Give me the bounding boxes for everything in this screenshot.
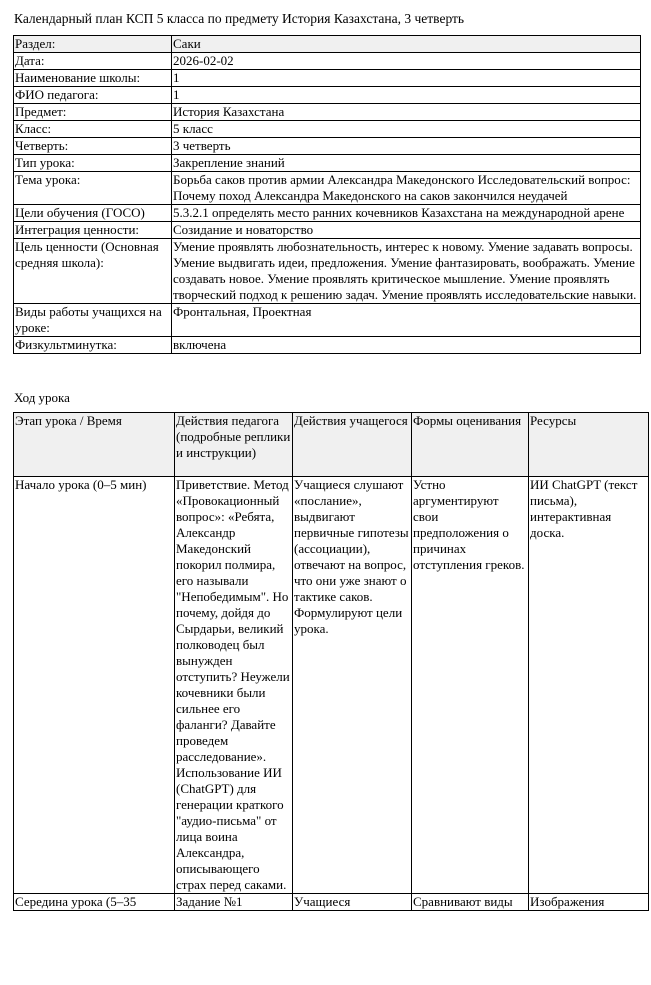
info-key: Виды работы учащихся на уроке: — [14, 304, 172, 337]
info-value: 5 класс — [172, 121, 641, 138]
info-value: История Казахстана — [172, 104, 641, 121]
info-key: Тема урока: — [14, 172, 172, 205]
lesson-header-row — [14, 413, 649, 477]
info-row — [14, 222, 641, 239]
info-key: Физкультминутка: — [14, 337, 172, 354]
info-value: 3 четверть — [172, 138, 641, 155]
header-student: Действия учащегося — [293, 413, 412, 477]
lesson-cell: Задание №1 — [175, 894, 293, 911]
info-key: Тип урока: — [14, 155, 172, 172]
info-value: включена — [172, 337, 641, 354]
info-value: Саки — [172, 36, 641, 53]
info-row — [14, 138, 641, 155]
info-row — [14, 87, 641, 104]
info-row — [14, 239, 641, 304]
info-row — [14, 70, 641, 87]
info-value: Умение проявлять любознательность, интерес к новому. Умение задавать вопросы. Умение выдвигать идеи, предложения. Умение фантазировать, воображать. Умение создавать новое. Умение проявлять критическое мышление. Умение проявлять творческий подход к решению задач. Умение проявлять исследовательские навыки. — [172, 239, 641, 304]
lesson-cell: Середина урока (5–35 — [14, 894, 175, 911]
info-row — [14, 337, 641, 354]
info-value: 1 — [172, 87, 641, 104]
header-resources: Ресурсы — [529, 413, 649, 477]
lesson-row — [14, 477, 649, 894]
info-key: Предмет: — [14, 104, 172, 121]
info-key: Четверть: — [14, 138, 172, 155]
document-title: Календарный план КСП 5 класса по предмету История Казахстана, 3 четверть — [14, 11, 465, 26]
info-value: 5.3.2.1 определять место ранних кочевников Казахстана на международной арене — [172, 205, 641, 222]
info-row — [14, 304, 641, 337]
info-value: Закрепление знаний — [172, 155, 641, 172]
lesson-cell: ИИ ChatGPT (текст письма), интерактивная доска. — [529, 477, 649, 894]
info-key: Цели обучения (ГОСО) — [14, 205, 172, 222]
lesson-cell: Сравнивают виды — [412, 894, 529, 911]
info-row — [14, 205, 641, 222]
lesson-flow-heading: Ход урока — [14, 390, 70, 405]
lesson-cell: Изображения — [529, 894, 649, 911]
info-value: Созидание и новаторство — [172, 222, 641, 239]
lesson-row — [14, 894, 649, 911]
lesson-cell: Учащиеся — [293, 894, 412, 911]
lesson-info-table — [13, 35, 641, 354]
info-key: ФИО педагога: — [14, 87, 172, 104]
info-key: Наименование школы: — [14, 70, 172, 87]
info-row — [14, 172, 641, 205]
lesson-cell: Начало урока (0–5 мин) — [14, 477, 175, 894]
info-key: Раздел: — [14, 36, 172, 53]
info-key: Интеграция ценности: — [14, 222, 172, 239]
info-value: Фронтальная, Проектная — [172, 304, 641, 337]
header-assessment: Формы оценивания — [412, 413, 529, 477]
info-row — [14, 155, 641, 172]
lesson-cell: Приветствие. Метод «Провокационный вопрос»: «Ребята, Александр Македонский покорил полмира, его называли "Непобедимым". Но почему, дойдя до Сырдарьи, великий полководец был вынужден отступить? Неужели кочевники были сильнее его фаланги? Давайте проведем расследование». Использование ИИ (ChatGPT) для генерации краткого "аудио-письма" от лица воина Александра, описывающего страх перед саками. — [175, 477, 293, 894]
lesson-cell: Устно аргументируют свои предположения о причинах отступления греков. — [412, 477, 529, 894]
lesson-cell: Учащиеся слушают «послание», выдвигают первичные гипотезы (ассоциации), отвечают на вопрос, что они уже знают о тактике саков. Формулируют цели урока. — [293, 477, 412, 894]
info-row — [14, 121, 641, 138]
info-row — [14, 104, 641, 121]
info-key: Цель ценности (Основная средняя школа): — [14, 239, 172, 304]
lesson-flow-table — [13, 412, 649, 911]
info-key: Дата: — [14, 53, 172, 70]
info-value: 1 — [172, 70, 641, 87]
header-teacher: Действия педагога (подробные реплики и инструкции) — [175, 413, 293, 477]
info-value: Борьба саков против армии Александра Македонского Исследовательский вопрос: Почему поход Александра Македонского на саков закончился неудачей — [172, 172, 641, 205]
info-row — [14, 36, 641, 53]
info-value: 2026-02-02 — [172, 53, 641, 70]
info-row — [14, 53, 641, 70]
info-key: Класс: — [14, 121, 172, 138]
header-stage: Этап урока / Время — [14, 413, 175, 477]
